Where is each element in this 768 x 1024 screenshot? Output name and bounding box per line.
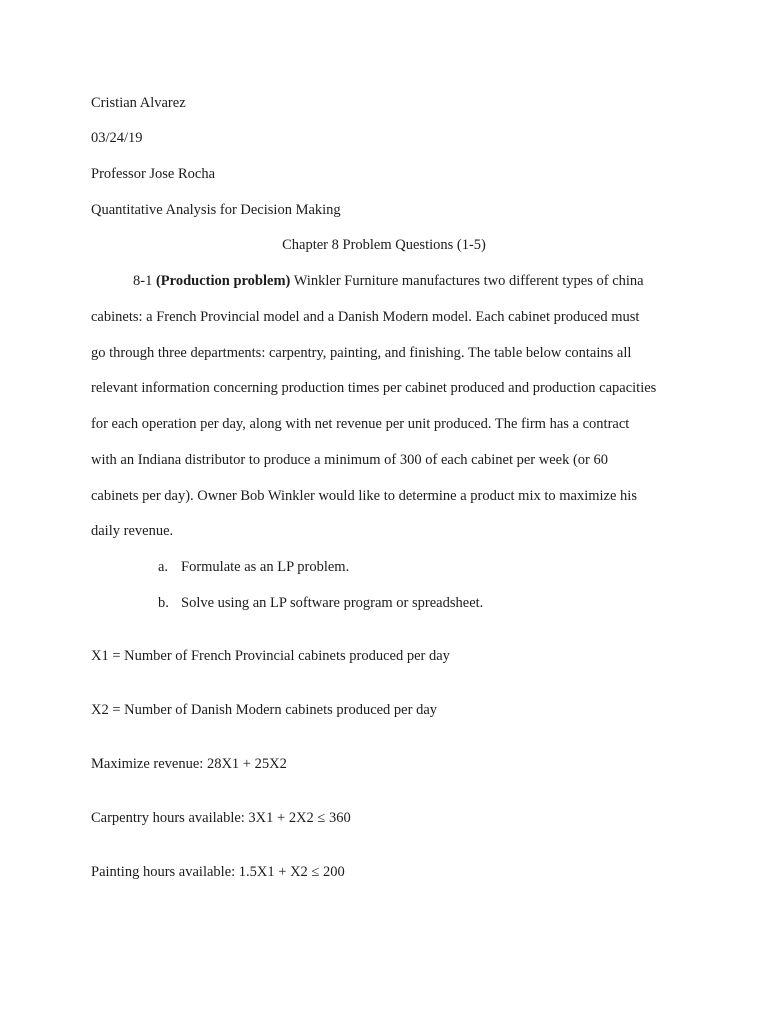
problem-text-line: cabinets: a French Provincial model and a Danish Modern model. Each cabinet produced must bbox=[91, 309, 640, 325]
problem-text-line: for each operation per day, along with net revenue per unit produced. The firm has a contract bbox=[91, 416, 630, 432]
problem-first-line bbox=[133, 272, 644, 290]
professor-name: Professor Jose Rocha bbox=[91, 166, 216, 182]
list-item bbox=[158, 558, 349, 576]
author-name: Cristian Alvarez bbox=[91, 95, 186, 111]
list-item-text: Formulate as an LP problem. bbox=[181, 559, 350, 575]
problem-number: 8-1 bbox=[133, 273, 156, 289]
course-name: Quantitative Analysis for Decision Making bbox=[91, 202, 341, 218]
list-item-text: Solve using an LP software program or spreadsheet. bbox=[181, 595, 484, 611]
painting-constraint: Painting hours available: 1.5X1 + X2 ≤ 200 bbox=[91, 864, 345, 880]
list-item bbox=[158, 594, 483, 612]
objective-function: Maximize revenue: 28X1 + 25X2 bbox=[91, 756, 287, 772]
problem-text-line: go through three departments: carpentry, painting, and finishing. The table below contains all bbox=[91, 345, 632, 361]
variable-x2-definition: X2 = Number of Danish Modern cabinets produced per day bbox=[91, 702, 438, 718]
problem-text-line: relevant information concerning production times per cabinet produced and production capacities bbox=[91, 380, 657, 396]
problem-text-line: cabinets per day). Owner Bob Winkler would like to determine a product mix to maximize his bbox=[91, 488, 637, 504]
problem-text-line: Winkler Furniture manufactures two different types of china bbox=[290, 273, 644, 289]
problem-text-line: with an Indiana distributor to produce a minimum of 300 of each cabinet per week (or 60 bbox=[91, 452, 609, 468]
list-marker: b. bbox=[158, 595, 169, 611]
variable-x1-definition: X1 = Number of French Provincial cabinets produced per day bbox=[91, 648, 450, 664]
document-date: 03/24/19 bbox=[91, 130, 143, 146]
document-title: Chapter 8 Problem Questions (1-5) bbox=[282, 237, 486, 253]
problem-text-line: daily revenue. bbox=[91, 523, 174, 539]
list-marker: a. bbox=[158, 559, 169, 575]
carpentry-constraint: Carpentry hours available: 3X1 + 2X2 ≤ 360 bbox=[91, 810, 351, 826]
problem-heading: (Production problem) bbox=[155, 273, 291, 289]
